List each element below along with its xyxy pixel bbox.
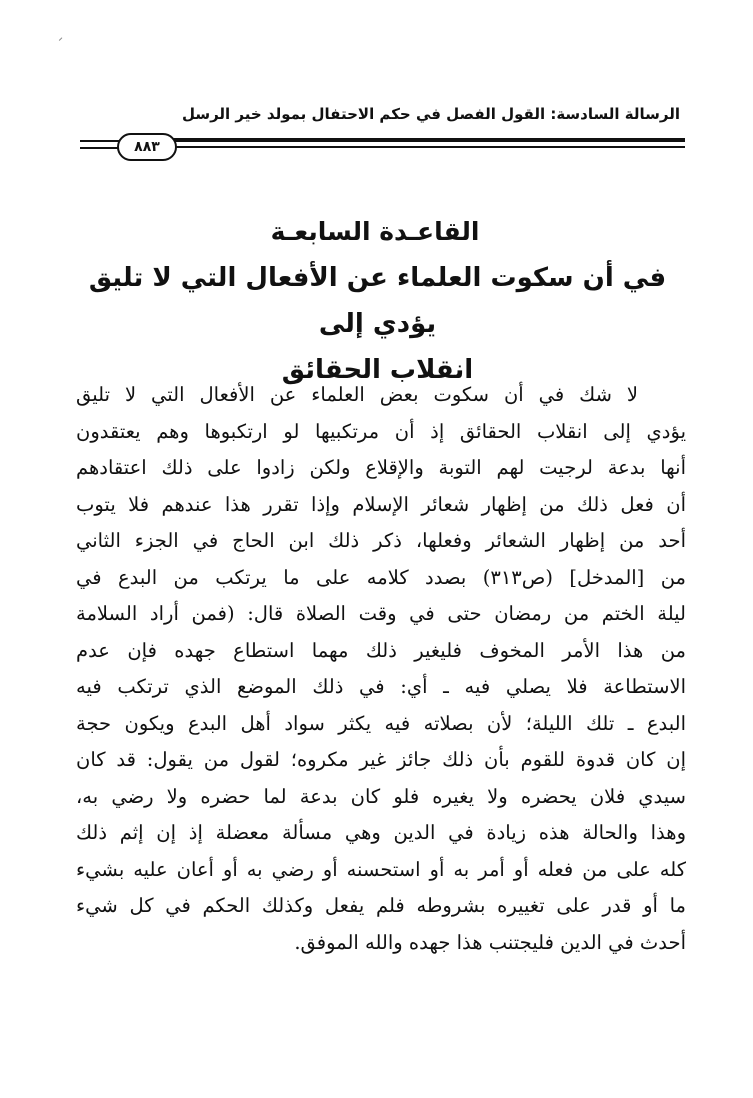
- text-line: البدع ـ تلك الليلة؛ لأن بصلاته فيه يكثر سواد أهل البدع ويكون حجة: [76, 711, 686, 735]
- text-line: أحدث في الدين فليجتنب هذا جهده والله الموفق.: [294, 930, 686, 954]
- text-line: سيدي فلان يحضره ولا يغيره فلو كان بدعة لما حضره ولا رضي به،: [76, 784, 686, 808]
- chapter-subtitle-line: انقلاب الحقائق: [281, 355, 474, 385]
- chapter-subtitle: [70, 255, 685, 393]
- text-line: أحد من إظهار الشعائر وفعلها، ذكر ذلك ابن الحاج في الجزء الثاني: [76, 529, 686, 552]
- text-line: ما أو قدر على تغييره بشروطه فلم يفعل وكذلك الحكم في كل شيء: [76, 894, 686, 917]
- page-number: ٨٨٣: [117, 133, 177, 161]
- text-line: من [المدخل] (ص٣١٣) بصدد كلامه على ما يرتكب من البدع في: [76, 565, 686, 589]
- text-line: أن فعل ذلك من إظهار شعائر الإسلام وإذا تقرر هذا عندهم فلا يتوب: [76, 492, 686, 516]
- header-rule-left-bottom: [80, 147, 120, 149]
- header-rule-bottom: [172, 146, 685, 148]
- text-line: الاستطاعة فلا يصلي فيه ـ أي: في ذلك الموضع الذي ترتكب فيه: [76, 675, 686, 698]
- text-line: ليلة الختم من رمضان حتى في وقت الصلاة قال: (فمن أراد السلامة: [76, 602, 686, 625]
- text-line: كله على من فعله أو أمر به أو استحسنه أو رضي به أو أعان عليه بشيء: [76, 857, 686, 881]
- text-line: وهذا والحالة هذه زيادة في الدين وهي مسألة معضلة إذ إن إثم ذلك: [76, 821, 686, 844]
- body-paragraph: [76, 377, 686, 961]
- scan-mark: [59, 37, 65, 43]
- running-header: الرسالة السادسة: القول الفصل في حكم الاحتفال بمولد خير الرسل: [181, 105, 680, 123]
- header-rule-top: [172, 138, 685, 142]
- text-line: من هذا الأمر المخوف فليغير ذلك مهما استطاع جهده فإن عدم: [76, 638, 686, 662]
- text-line: إن كان قدوة للقوم بأن ذلك جائز غير مكروه؛ لقول من يقول: قد كان: [76, 748, 686, 771]
- text-line: أنها بدعة لرجيت لهم التوبة والإقلاع ولكن زادوا على ذلك اعتقادهم: [76, 456, 686, 479]
- chapter-subtitle-line: في أن سكوت العلماء عن الأفعال التي لا تليق يؤدي إلى: [88, 263, 667, 339]
- chapter-title: القاعـدة السابعـة: [270, 217, 480, 246]
- text-line: يؤدي إلى انقلاب الحقائق إذ أن مرتكبيها لو ارتكبوها وهم يعتقدون: [76, 419, 686, 443]
- header-rule-left-top: [80, 140, 120, 142]
- text-line: لا شك في أن سكوت بعض العلماء عن الأفعال التي لا تليق: [76, 383, 638, 406]
